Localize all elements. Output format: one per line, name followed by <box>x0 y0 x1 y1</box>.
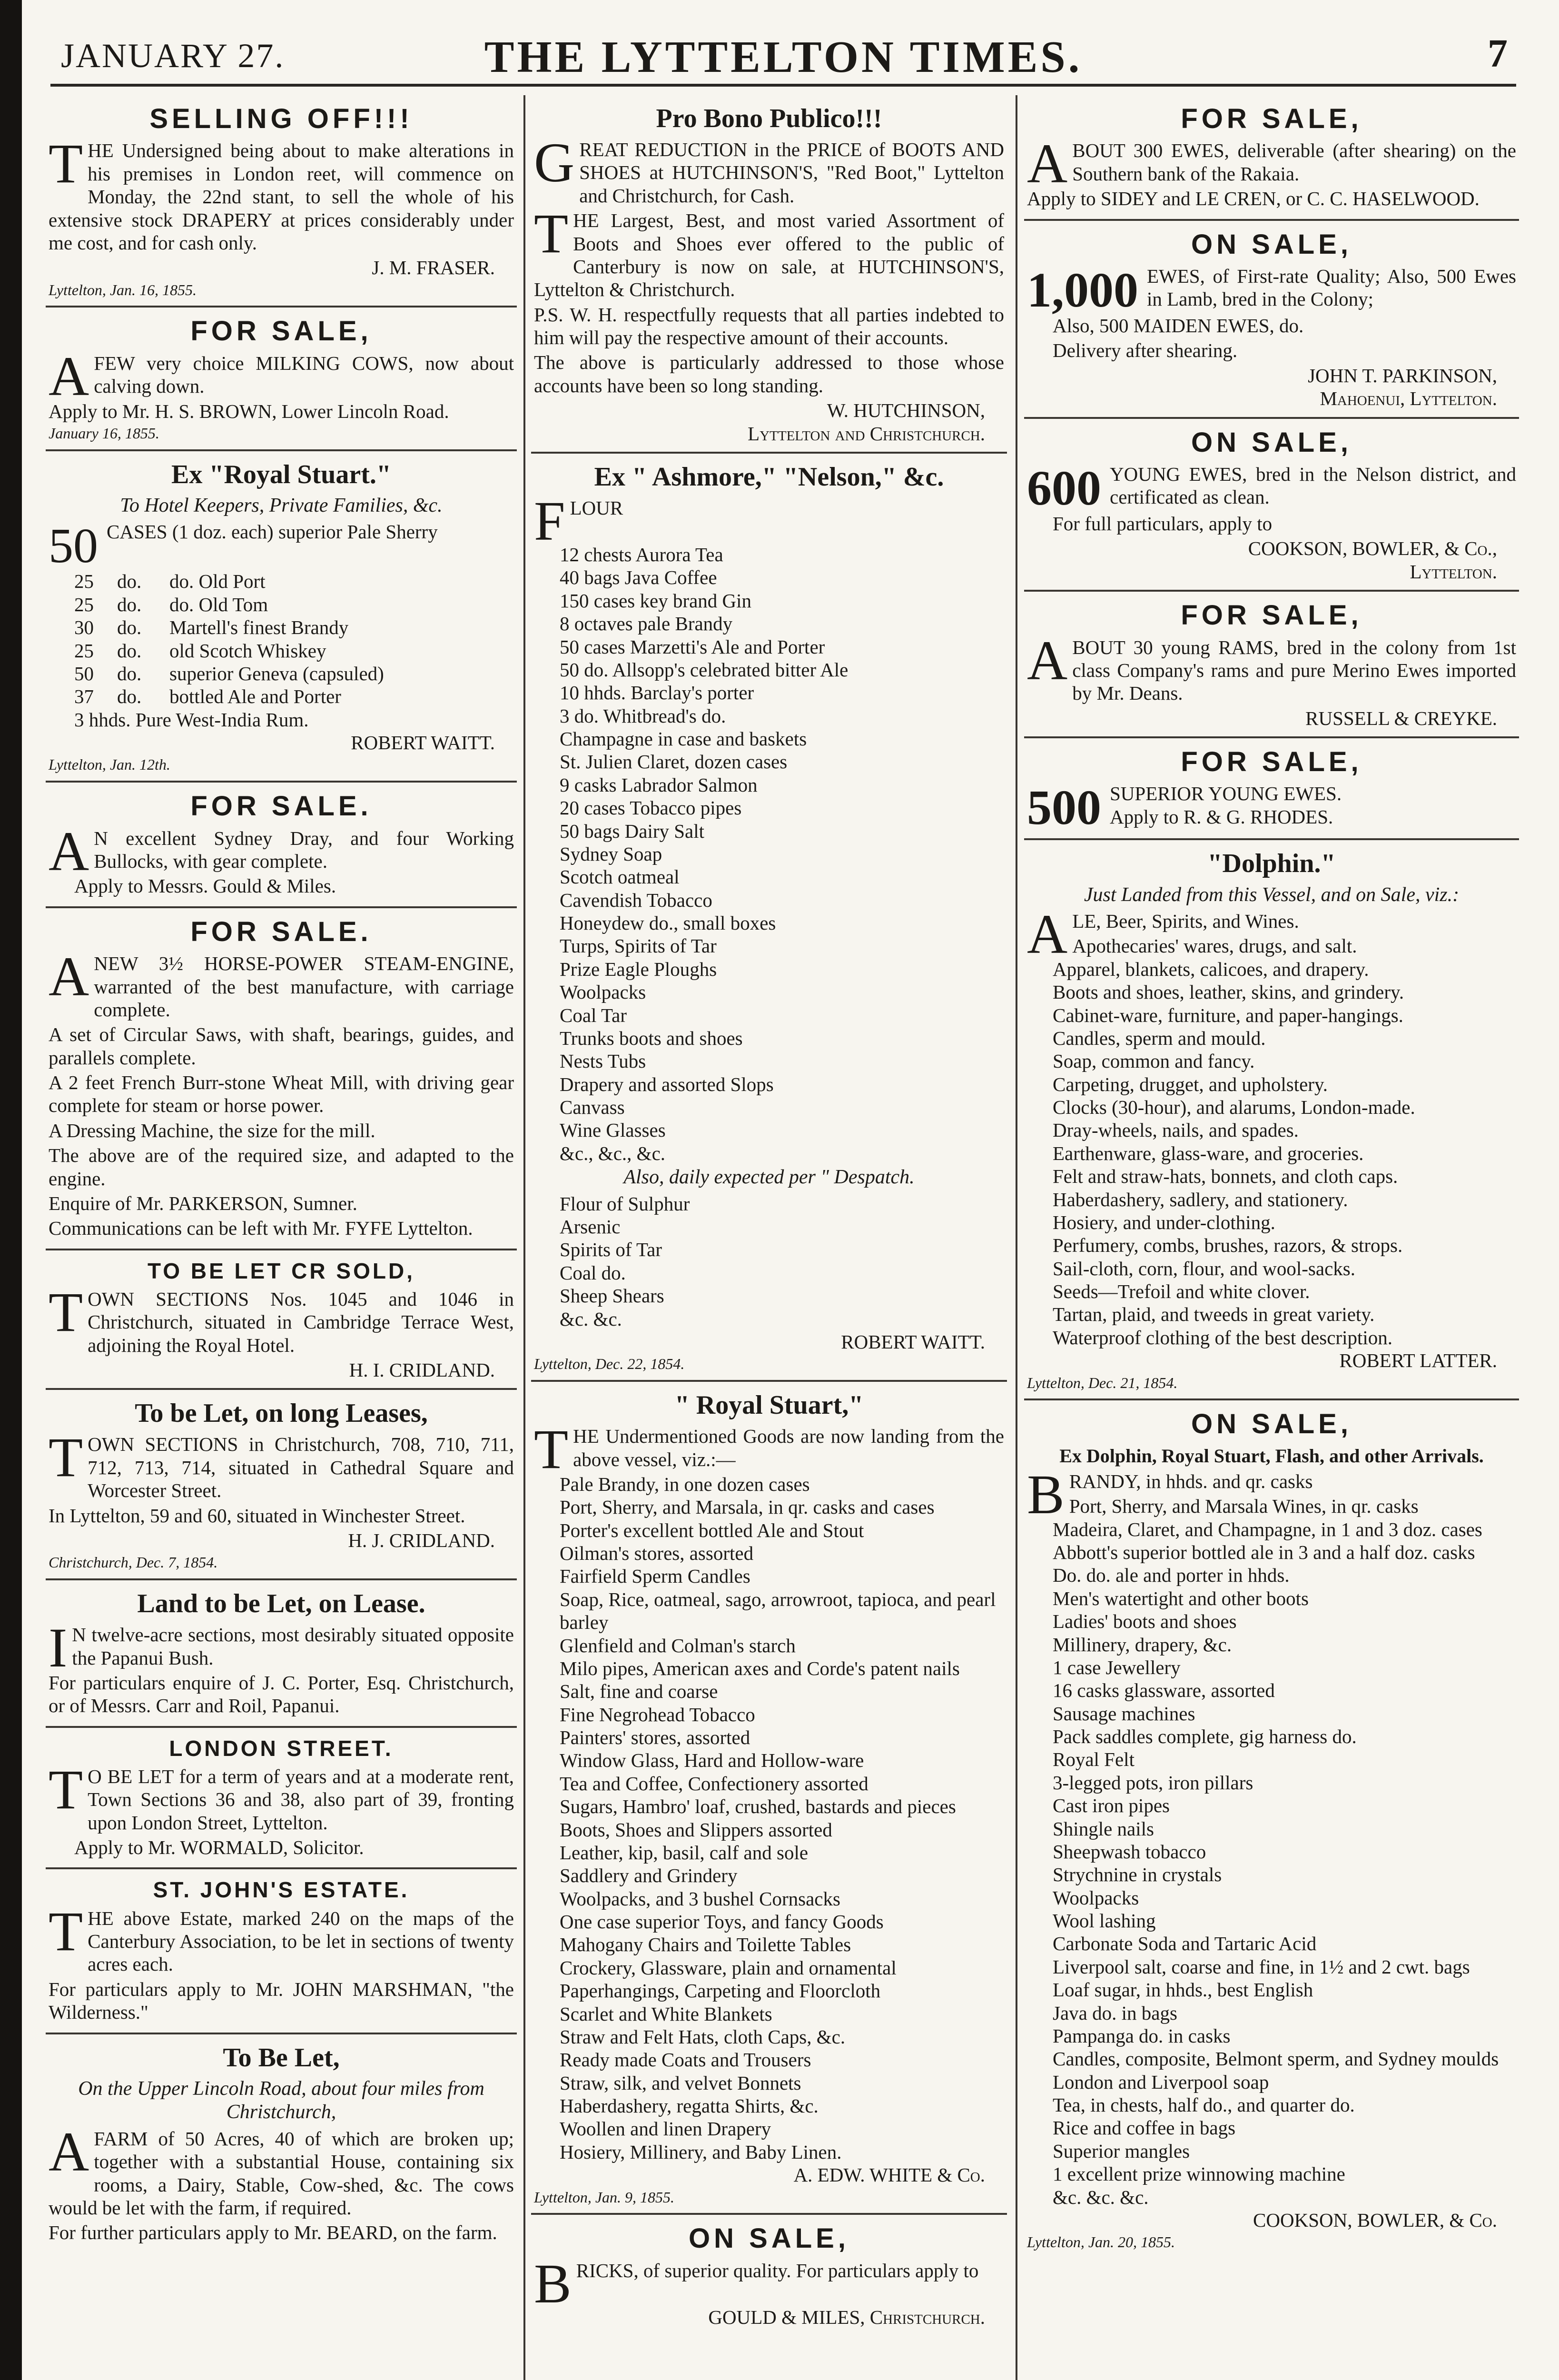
ad-heading: " Royal Stuart," <box>674 1390 864 1420</box>
ad-heading: ON SALE, <box>689 2223 849 2254</box>
ad-contact: Apply to SIDEY and LE CREN, or C. C. HASELWOOD. <box>1027 188 1480 210</box>
list-item: Men's watertight and other boots <box>1053 1587 1309 1609</box>
ad-body-text: O BE LET for a term of years and at a moderate rent, Town Sections 36 and 38, also part of 39, fronting upon London Street, Lyttelton. <box>88 1765 514 1834</box>
drop-cap: A <box>49 945 89 1008</box>
list-item: Scarlet and White Blankets <box>560 2003 772 2025</box>
stock-list <box>49 570 514 731</box>
stock-row: 50 do. superior Geneva (capsuled) <box>74 662 384 684</box>
ad-subheading: Just Landed from this Vessel, and on Sale, viz.: <box>1084 883 1460 906</box>
ad-on-sale-arrivals <box>1024 1400 1519 2258</box>
ad-farm-to-let <box>46 2034 517 2253</box>
list-item: 40 bags Java Coffee <box>560 566 717 589</box>
drop-cap: T <box>534 202 569 265</box>
ad-body <box>49 1426 514 1502</box>
list-item: Coal Tar <box>560 1004 627 1026</box>
list-item: Salt, fine and coarse <box>560 1680 718 1703</box>
ad-signature-place: Lyttelton and Christchurch. <box>748 422 985 445</box>
list-item: Boots, Shoes and Slippers assorted <box>560 1818 832 1841</box>
ad-body-text: LE, Beer, Spirits, and Wines. <box>1072 910 1299 932</box>
ad-paragraph: Enquire of Mr. PARKERSON, Sumner. <box>49 1192 357 1214</box>
ad-long-leases <box>46 1390 517 1580</box>
ad-paragraph: A Dressing Machine, the size for the mill. <box>49 1119 375 1141</box>
ad-subheading: To Hotel Keepers, Private Families, &c. <box>120 494 443 516</box>
list-item: Canvass <box>560 1096 625 1119</box>
page-number: 7 <box>1488 31 1508 76</box>
ad-dateline: Lyttelton, Jan. 20, 1855. <box>1027 2233 1175 2251</box>
drop-cap: B <box>1027 1463 1065 1526</box>
drop-cap: A <box>49 345 89 407</box>
ad-body-text: NEW 3½ HORSE-POWER STEAM-ENGINE, warranted of the best manufacture, with carriage complete. <box>94 952 514 1021</box>
list-item: Fine Negrohead Tobacco <box>560 1703 755 1726</box>
ad-heading: FOR SALE. <box>190 791 372 822</box>
ad-signature: RUSSELL & CREYKE. <box>1305 707 1497 729</box>
ad-dateline: January 16, 1855. <box>49 425 159 442</box>
list-item: Dray-wheels, nails, and spades. <box>1053 1119 1299 1141</box>
ad-paragraph: For further particulars apply to Mr. BEARD, on the farm. <box>49 2221 497 2244</box>
issue-date: JANUARY 27. <box>61 37 285 75</box>
list-item: Pack saddles complete, gig harness do. <box>1053 1726 1357 1748</box>
ad-heading: To Be Let, <box>223 2043 340 2073</box>
list-item: Strychnine in crystals <box>1053 1864 1222 1886</box>
ad-contact: Apply to Mr. WORMALD, Solicitor. <box>74 1836 364 1859</box>
ad-heading: Land to be Let, on Lease. <box>137 1589 425 1619</box>
list-item: Waterproof clothing of the best description. <box>1053 1326 1392 1349</box>
list-item: Turps, Spirits of Tar <box>560 935 717 957</box>
list-item: 8 octaves pale Brandy <box>560 613 733 635</box>
list-item: Woolpacks <box>560 981 646 1003</box>
ad-signature: COOKSON, BOWLER, & Co., <box>1248 537 1497 560</box>
ad-body <box>49 2120 514 2220</box>
list-item: 3-legged pots, iron pillars <box>1053 1771 1253 1794</box>
ad-heading: To be Let, on long Leases, <box>135 1398 428 1428</box>
ad-signature: JOHN T. PARKINSON, <box>1308 364 1497 387</box>
list-item: Shingle nails <box>1053 1817 1154 1840</box>
list-item: 20 cases Tobacco pipes <box>560 797 742 819</box>
list-item: Scotch oatmeal <box>560 866 680 888</box>
drop-cap: A <box>1027 629 1068 692</box>
drop-cap: T <box>49 1426 83 1489</box>
list-item: Porter's excellent bottled Ale and Stout <box>560 1519 864 1541</box>
list-item: 10 hhds. Barclay's porter <box>560 682 754 704</box>
list-item: Liverpool salt, coarse and fine, in 1½ and 2 cwt. bags <box>1053 1955 1470 1978</box>
list-item: Champagne in case and baskets <box>560 728 807 750</box>
ad-body-text: FEW very choice MILKING COWS, now about calving down. <box>94 352 514 397</box>
ad-heading: SELLING OFF!!! <box>149 103 413 134</box>
ad-heading: LONDON STREET. <box>169 1735 394 1761</box>
list-item: Trunks boots and shoes <box>560 1027 743 1049</box>
ad-ashmore-nelson <box>531 454 1007 1382</box>
ad-signature: COOKSON, BOWLER, & Co. <box>1253 2209 1497 2231</box>
list-item: Apothecaries' wares, drugs, and salt. <box>1072 935 1357 957</box>
ad-heading: FOR SALE, <box>1181 746 1362 777</box>
ad-heading: ON SALE, <box>1191 426 1352 458</box>
ad-paragraph: For full particulars, apply to <box>1053 512 1273 535</box>
ad-signature: H. J. CRIDLAND. <box>348 1529 495 1551</box>
ad-paragraph: Also, 500 MAIDEN EWES, do. <box>1053 315 1304 337</box>
ad-royal-stuart-goods <box>531 1382 1007 2215</box>
list-item: Drapery and assorted Slops <box>560 1073 774 1095</box>
ad-body <box>1027 460 1516 516</box>
ad-heading: "Dolphin." <box>1207 849 1336 879</box>
list-item: Madeira, Claret, and Champagne, in 1 and 3 doz. cases <box>1053 1518 1482 1540</box>
list-item: Sugars, Hambro' loaf, crushed, bastards and pieces <box>560 1795 956 1818</box>
list-item: Fairfield Sperm Candles <box>560 1565 750 1587</box>
ad-body <box>49 132 514 254</box>
ad-land-lease <box>46 1580 517 1728</box>
ad-body-text: EWES, of First-rate Quality; Also, 500 Ewes in Lamb, bred in the Colony; <box>1147 265 1516 310</box>
list-item: 9 casks Labrador Salmon <box>560 774 758 796</box>
list-item: Sydney Soap <box>560 843 662 865</box>
ad-contact: Apply to R. & G. RHODES. <box>1110 805 1333 828</box>
column-rule-1 <box>523 95 525 2380</box>
drop-cap: A <box>1027 132 1068 195</box>
list-item: Ladies' boots and shoes <box>1053 1610 1237 1633</box>
list-item: London and Liverpool soap <box>1053 2071 1269 2093</box>
ad-body <box>49 1758 514 1834</box>
ad-body-text: SUPERIOR YOUNG EWES. <box>1110 783 1342 805</box>
list-item: Sheepwash tobacco <box>1053 1840 1206 1863</box>
list-item: Paperhangings, Carpeting and Floorcloth <box>560 1980 881 2002</box>
list-item: Glenfield and Colman's starch <box>560 1634 796 1656</box>
ad-500-ewes <box>1024 738 1519 840</box>
ad-milking-cows <box>46 307 517 451</box>
list-item: Boots and shoes, leather, skins, and grindery. <box>1053 981 1404 1003</box>
ad-paragraph: Delivery after shearing. <box>1053 339 1238 362</box>
ad-body <box>534 202 1004 301</box>
goods-list <box>534 1192 1004 1330</box>
ad-body-text: N excellent Sydney Dray, and four Working Bullocks, with gear complete. <box>94 827 514 872</box>
ad-body-text: BOUT 30 young RAMS, bred in the colony from 1st class Company's rams and pure Merino Ewes imported by Mr. Deans. <box>1072 636 1516 704</box>
ad-paragraph: For particulars apply to Mr. JOHN MARSHMAN, "the Wilderness." <box>49 1978 514 2023</box>
list-item: Painters' stores, assorted <box>560 1726 750 1749</box>
scan-binding-edge <box>0 0 22 2380</box>
list-item: Saddlery and Grindery <box>560 1864 738 1887</box>
ad-heading: FOR SALE, <box>1181 600 1362 631</box>
ad-signature-place: Mahoenui, Lyttelton. <box>1320 387 1497 410</box>
list-item: Clocks (30-hour), and alarums, London-made. <box>1053 1096 1415 1119</box>
list-item: Wine Glasses <box>560 1119 666 1141</box>
ad-dateline: Lyttelton, Jan. 16, 1855. <box>49 281 197 298</box>
ad-signature: A. EDW. WHITE & Co. <box>793 2164 985 2186</box>
list-item: Straw, silk, and velvet Bonnets <box>560 2072 801 2094</box>
lead-text: CASES (1 doz. each) superior Pale Sherry <box>107 521 438 543</box>
drop-cap: T <box>49 1900 83 1963</box>
list-item: 1 excellent prize winnowing machine <box>1053 2163 1345 2185</box>
ad-town-sections-let-or-sold <box>46 1250 517 1390</box>
list-item: 150 cases key brand Gin <box>560 589 752 612</box>
list-item: Cabinet-ware, furniture, and paper-hangings. <box>1053 1004 1403 1026</box>
list-item: Window Glass, Hard and Hollow-ware <box>560 1749 864 1772</box>
list-item: Hosiery, Millinery, and Baby Linen. <box>560 2141 842 2163</box>
ad-body-text: HE Undersigned being about to make alterations in his premises in London reet, will commence on Monday, the 22nd stant, to sell the whole of his extensive stock DRAPERY at prices considerably under me cost, and for cash only. <box>49 139 514 254</box>
ad-body <box>1027 629 1516 705</box>
list-item: Ready made Coats and Trousers <box>560 2049 811 2071</box>
list-item: One case superior Toys, and fancy Goods <box>560 1911 884 1933</box>
ad-royal-stuart-spirits <box>46 451 517 783</box>
list-item: 50 bags Dairy Salt <box>560 820 705 842</box>
list-item: 3 do. Whitbread's do. <box>560 704 726 727</box>
column-2 <box>531 95 1007 2335</box>
list-item: Straw and Felt Hats, cloth Caps, &c. <box>560 2025 846 2048</box>
goods-list <box>534 543 1004 1165</box>
lot-number: 500 <box>1027 780 1101 835</box>
ad-paragraph: P.S. W. H. respectfully requests that all parties indebted to him will pay the respective amount of their accounts. <box>534 303 1004 349</box>
ad-body <box>1027 263 1516 317</box>
list-item: Flour of Sulphur <box>560 1192 690 1215</box>
column-1 <box>46 95 517 2253</box>
list-item: Crockery, Glassware, plain and ornamental <box>560 1956 897 1979</box>
list-item: Felt and straw-hats, bonnets, and cloth caps. <box>1053 1165 1398 1188</box>
ad-subheading: On the Upper Lincoln Road, about four miles from Christchurch, <box>78 2077 484 2123</box>
list-item: Arsenic <box>560 1216 621 1238</box>
ad-contact: Apply to Messrs. Gould & Miles. <box>74 875 336 897</box>
ad-body <box>49 820 514 883</box>
list-item: Spirits of Tar <box>560 1239 662 1261</box>
list-item: Cavendish Tobacco <box>560 889 712 911</box>
list-item: Sausage machines <box>1053 1702 1195 1725</box>
ad-1000-ewes <box>1024 221 1519 419</box>
ad-heading: FOR SALE, <box>190 316 372 347</box>
list-item: Haberdashery, regatta Shirts, &c. <box>560 2095 819 2117</box>
list-item: Rice and coffee in bags <box>1053 2117 1236 2139</box>
ad-body-text: LOUR <box>570 497 623 519</box>
list-item: &c., &c., &c. <box>560 1142 666 1164</box>
drop-cap: T <box>49 1758 83 1821</box>
ad-body-text: FARM of 50 Acres, 40 of which are broken up; together with a substantial House, containing six rooms, a Dairy, Stable, Cow-shed, &c. The cows would be let with the farm, if required. <box>49 2127 514 2219</box>
list-item: Sail-cloth, corn, flour, and wool-sacks. <box>1053 1257 1355 1279</box>
list-item: Tea, in chests, half do., and quarter do. <box>1053 2094 1355 2116</box>
ad-body-text: BOUT 300 EWES, deliverable (after shearing) on the Southern bank of the Rakaia. <box>1072 139 1516 185</box>
list-item: Port, Sherry, and Marsala, in qr. casks and cases <box>560 1496 935 1518</box>
drop-cap: A <box>49 820 89 883</box>
drop-cap: A <box>49 2120 89 2183</box>
drop-cap: T <box>49 1280 83 1343</box>
stock-row: 3 hhds. Pure West-India Rum. <box>74 708 309 731</box>
list-item: Candles, composite, Belmont sperm, and Sydney moulds <box>1053 2048 1499 2070</box>
list-item: Cast iron pipes <box>1053 1795 1170 1817</box>
stock-row: 25 do. do. Old Port <box>74 570 266 593</box>
ad-body <box>1027 780 1516 835</box>
ad-signature: ROBERT LATTER. <box>1339 1349 1497 1372</box>
drop-cap: A <box>1027 903 1068 966</box>
ad-heading: ON SALE, <box>1191 228 1352 260</box>
ad-subheading: Ex Dolphin, Royal Stuart, Flash, and other Arrivals. <box>1059 1445 1484 1467</box>
ad-body <box>1027 132 1516 195</box>
ad-body <box>49 345 514 407</box>
ad-dateline: Lyttelton, Dec. 22, 1854. <box>534 1355 685 1373</box>
list-item: Mahogany Chairs and Toilette Tables <box>560 1934 851 1956</box>
ad-paragraph: In Lyttelton, 59 and 60, situated in Winchester Street. <box>49 1504 465 1527</box>
ad-body <box>49 1900 514 1976</box>
list-item: Earthenware, glass-ware, and groceries. <box>1053 1142 1364 1164</box>
drop-cap: T <box>49 132 83 195</box>
list-item: Seeds—Trefoil and white clover. <box>1053 1280 1310 1303</box>
ad-contact: Apply to Mr. H. S. BROWN, Lower Lincoln Road. <box>49 400 449 422</box>
list-item: Port, Sherry, and Marsala Wines, in qr. casks <box>1069 1495 1419 1517</box>
list-item: Nests Tubs <box>560 1050 646 1072</box>
ad-heading: ST. JOHN'S ESTATE. <box>153 1877 410 1903</box>
list-item: Candles, sperm and mould. <box>1053 1027 1266 1049</box>
list-item: Soap, common and fancy. <box>1053 1050 1255 1072</box>
ad-body-text: RANDY, in hhds. and qr. casks <box>1069 1470 1313 1492</box>
ad-dateline: Lyttelton, Dec. 21, 1854. <box>1027 1374 1178 1391</box>
ad-body <box>534 1418 1004 1481</box>
ad-lead <box>49 518 514 574</box>
goods-list <box>1027 934 1516 1349</box>
list-item: Loaf sugar, in hhds., best English <box>1053 1979 1313 2001</box>
list-item: Leather, kip, basil, calf and sole <box>560 1841 809 1864</box>
stock-row: 25 do. old Scotch Whiskey <box>74 639 326 662</box>
ad-heading: Ex "Royal Stuart." <box>171 459 391 489</box>
list-item: Honeydew do., small boxes <box>560 912 776 934</box>
stock-row: 25 do. do. Old Tom <box>74 593 268 615</box>
list-item: Java do. in bags <box>1053 2002 1177 2024</box>
list-item: Coal do. <box>560 1261 626 1284</box>
ad-heading: TO BE LET CR SOLD, <box>148 1258 415 1283</box>
ad-heading: FOR SALE, <box>1181 103 1362 134</box>
ad-body <box>49 1280 514 1357</box>
ad-paragraph: A set of Circular Saws, with shaft, bearings, guides, and parallels complete. <box>49 1023 514 1069</box>
drop-cap: I <box>49 1616 68 1679</box>
ad-st-johns-estate <box>46 1869 517 2034</box>
list-item: Royal Felt <box>1053 1748 1135 1771</box>
ad-signature: W. HUTCHINSON, <box>827 399 985 422</box>
list-item: Woollen and linen Drapery <box>560 2118 771 2140</box>
list-item: &c. &c. <box>560 1308 622 1330</box>
stock-row: 37 do. bottled Ale and Porter <box>74 685 341 708</box>
ad-signature: ROBERT WAITT. <box>841 1330 985 1353</box>
ad-body-text: HE above Estate, marked 240 on the maps of the Canterbury Association, to be let in sections of twenty acres each. <box>88 1907 514 1975</box>
ad-bricks <box>531 2215 1007 2335</box>
ad-selling-off <box>46 95 517 307</box>
list-item: Tartan, plaid, and tweeds in great variety. <box>1053 1303 1375 1326</box>
list-item: Pale Brandy, in one dozen cases <box>560 1473 810 1495</box>
drop-cap: T <box>534 1418 569 1481</box>
list-item: Oilman's stores, assorted <box>560 1542 754 1565</box>
ad-body-text: HE Largest, Best, and most varied Assortment of Boots and Shoes ever offered to the public of Canterbury is now on sale, at HUTCHINSON'S, Lyttelton & Christchurch. <box>534 209 1004 301</box>
ad-signature: ROBERT WAITT. <box>351 732 495 754</box>
ad-body <box>534 2252 1004 2315</box>
list-item: Tea and Coffee, Confectionery assorted <box>560 1772 868 1795</box>
stock-row: 30 do. Martell's finest Brandy <box>74 616 349 639</box>
list-item: Superior mangles <box>1053 2140 1190 2162</box>
ad-body-text: OWN SECTIONS in Christchurch, 708, 710, 711, 712, 713, 714, situated in Cathedral Square and Worcester Street. <box>88 1433 514 1502</box>
ad-body-text: REAT REDUCTION in the PRICE of BOOTS AND SHOES at HUTCHINSON'S, "Red Boot," Lyttelton and Christchurch, for Cash. <box>579 139 1004 207</box>
ad-sydney-dray <box>46 783 517 908</box>
ad-body-text: N twelve-acre sections, most desirably situated opposite the Papanui Bush. <box>72 1624 514 1669</box>
list-item: Milo pipes, American axes and Corde's patent nails <box>560 1657 960 1679</box>
ad-body-text: OWN SECTIONS Nos. 1045 and 1046 in Christchurch, situated in Cambridge Terrace West, adjoining the Royal Hotel. <box>88 1288 514 1356</box>
list-item: &c. &c. &c. <box>1053 2186 1149 2208</box>
ad-signature: H. I. CRIDLAND. <box>349 1359 495 1381</box>
masthead <box>50 27 1516 87</box>
list-item: Woolpacks, and 3 bushel Cornsacks <box>560 1887 840 1910</box>
ad-body-text: HE Undermentioned Goods are now landing from the above vessel, viz.:— <box>573 1425 1004 1470</box>
newspaper-title: THE LYTTELTON TIMES. <box>484 32 1083 82</box>
list-item: Carbonate Soda and Tartaric Acid <box>1053 1933 1317 1955</box>
ad-dolphin <box>1024 840 1519 1400</box>
ad-paragraph: The above is particularly addressed to those whose accounts have been so long standing. <box>534 351 1004 397</box>
ad-body-text: RICKS, of superior quality. For particulars apply to <box>576 2259 979 2281</box>
ad-300-ewes <box>1024 95 1519 221</box>
ad-steam-engine <box>46 908 517 1250</box>
list-item: 12 chests Aurora Tea <box>560 544 723 566</box>
drop-cap: B <box>534 2252 572 2315</box>
list-item: Prize Eagle Ploughs <box>560 958 717 980</box>
list-item: Millinery, drapery, &c. <box>1053 1633 1232 1656</box>
ad-heading: Ex " Ashmore," "Nelson," &c. <box>594 462 944 492</box>
lot-number: 600 <box>1027 460 1101 516</box>
list-item: Hosiery, and under-clothing. <box>1053 1211 1275 1233</box>
list-item: Perfumery, combs, brushes, razors, & strops. <box>1053 1234 1403 1257</box>
ad-dateline: Lyttelton, Jan. 12th. <box>49 756 170 774</box>
list-item: 1 case Jewellery <box>1053 1656 1181 1678</box>
list-item: Wool lashing <box>1053 1910 1156 1932</box>
ad-subheading: Also, daily expected per " Despatch. <box>623 1166 915 1189</box>
ad-paragraph: Communications can be left with Mr. FYFE Lyttelton. <box>49 1217 473 1240</box>
list-item: Soap, Rice, oatmeal, sago, arrowroot, tapioca, and pearl barley <box>560 1588 996 1634</box>
goods-list <box>1027 1495 1516 2209</box>
list-item: Pampanga do. in casks <box>1053 2024 1231 2047</box>
list-item: St. Julien Claret, dozen cases <box>560 751 788 773</box>
lead-quantity: 50 <box>49 518 98 574</box>
list-item: Woolpacks <box>1053 1886 1139 1909</box>
list-item: Sheep Shears <box>560 1285 664 1307</box>
list-item: Haberdashery, sadlery, and stationery. <box>1053 1188 1348 1210</box>
ad-heading: FOR SALE. <box>190 916 372 947</box>
list-item: 16 casks glassware, assorted <box>1053 1679 1275 1702</box>
ad-body <box>49 945 514 1021</box>
column-rule-2 <box>1016 95 1017 2380</box>
list-item: Carpeting, drugget, and upholstery. <box>1053 1073 1328 1095</box>
ad-dateline: Christchurch, Dec. 7, 1854. <box>49 1554 218 1571</box>
ad-body-text: YOUNG EWES, bred in the Nelson district, and certificated as clean. <box>1110 463 1516 508</box>
drop-cap: F <box>534 490 565 553</box>
ad-signature-place: Lyttelton. <box>1410 560 1497 583</box>
ad-paragraph: For particulars enquire of J. C. Porter, Esq. Christchurch, or of Messrs. Carr and Roil, Papanui. <box>49 1671 514 1717</box>
ad-heading: ON SALE, <box>1191 1408 1352 1440</box>
ad-paragraph: A 2 feet French Burr-stone Wheat Mill, with driving gear complete for steam or horse power. <box>49 1071 514 1117</box>
ad-body <box>49 1616 514 1679</box>
ad-london-street <box>46 1728 517 1870</box>
list-item: Apparel, blankets, calicoes, and drapery. <box>1053 958 1369 980</box>
ad-body <box>534 490 1004 553</box>
ad-rams <box>1024 592 1519 738</box>
drop-cap: G <box>534 131 575 194</box>
ad-600-ewes <box>1024 419 1519 592</box>
ad-heading: Pro Bono Publico!!! <box>656 104 882 133</box>
ad-paragraph: The above are of the required size, and adapted to the engine. <box>49 1144 514 1190</box>
list-item: Do. do. ale and porter in hhds. <box>1053 1564 1290 1587</box>
list-item: Abbott's superior bottled ale in 3 and a half doz. casks <box>1053 1541 1475 1564</box>
ad-dateline: Lyttelton, Jan. 9, 1855. <box>534 2188 675 2206</box>
list-item: 50 do. Allsopp's celebrated bitter Ale <box>560 658 849 681</box>
column-3 <box>1024 95 1519 2258</box>
ad-signature: J. M. FRASER. <box>372 257 495 279</box>
ad-pro-bono-publico <box>531 95 1007 454</box>
ad-body <box>534 131 1004 207</box>
lot-number: 1,000 <box>1027 263 1138 317</box>
ad-signature: GOULD & MILES, Christchurch. <box>708 2306 985 2328</box>
goods-list <box>534 1473 1004 2163</box>
list-item: 50 cases Marzetti's Ale and Porter <box>560 635 825 658</box>
